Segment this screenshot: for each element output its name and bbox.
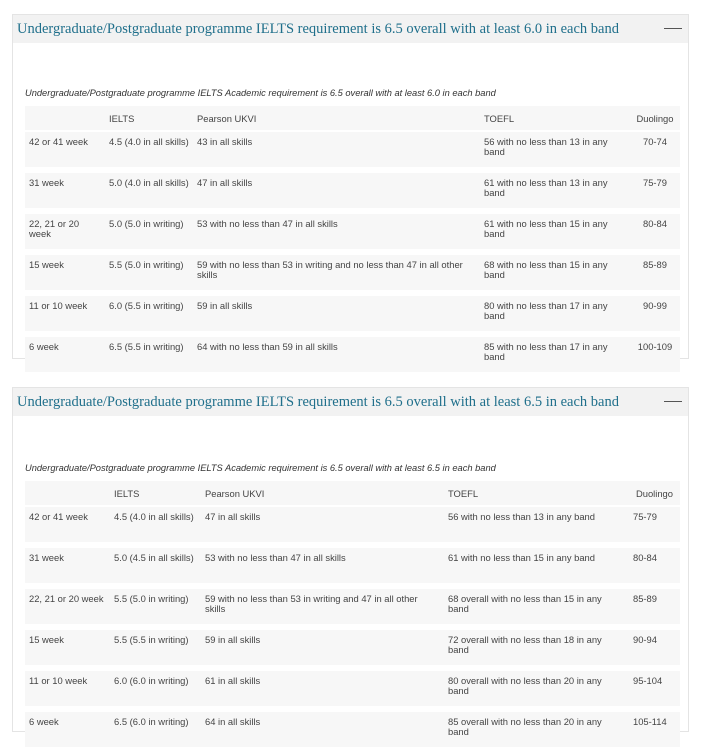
cell-toefl: 85 with no less than 17 in any band <box>480 334 630 372</box>
cell-duration: 31 week <box>25 170 105 211</box>
table-row <box>25 506 680 545</box>
cell-pearson: 59 with no less than 53 in writing and no less than 47 in all other skills <box>193 252 480 293</box>
cell-pearson: 47 in all skills <box>193 170 480 211</box>
requirements-panel-6-0 <box>12 14 689 362</box>
cell-ielts: 6.5 (6.0 in writing) <box>110 709 201 747</box>
cell-duolingo: 70-74 <box>630 131 680 170</box>
cell-ielts: 4.5 (4.0 in all skills) <box>110 506 201 545</box>
cell-toefl: 80 overall with no less than 20 in any band <box>444 668 629 709</box>
requirements-panel-6-5 <box>12 387 689 737</box>
cell-duration: 6 week <box>25 709 110 747</box>
header-duration <box>25 481 110 506</box>
panel-title: Undergraduate/Postgraduate programme IELTS requirement is 6.5 overall with at least 6.5 in each band <box>17 393 619 410</box>
table-row <box>25 252 680 293</box>
collapse-icon[interactable] <box>664 401 682 402</box>
cell-duolingo: 105-114 <box>629 709 680 747</box>
cell-toefl: 68 overall with no less than 15 in any band <box>444 586 629 627</box>
requirements-table <box>25 481 680 747</box>
cell-duration: 11 or 10 week <box>25 668 110 709</box>
cell-pearson: 53 with no less than 47 in all skills <box>201 545 444 586</box>
table-row <box>25 668 680 709</box>
cell-pearson: 43 in all skills <box>193 131 480 170</box>
accordion-header[interactable] <box>13 15 688 43</box>
table-caption: Undergraduate/Postgraduate programme IELTS Academic requirement is 6.5 overall with at least 6.5 in each band <box>25 463 496 473</box>
table-header-row <box>25 106 680 131</box>
cell-ielts: 4.5 (4.0 in all skills) <box>105 131 193 170</box>
cell-toefl: 80 with no less than 17 in any band <box>480 293 630 334</box>
panel-title: Undergraduate/Postgraduate programme IELTS requirement is 6.5 overall with at least 6.0 in each band <box>17 20 619 37</box>
cell-ielts: 6.0 (6.0 in writing) <box>110 668 201 709</box>
cell-ielts: 5.0 (5.0 in writing) <box>105 211 193 252</box>
header-pearson: Pearson UKVI <box>193 106 480 131</box>
cell-duolingo: 85-89 <box>629 586 680 627</box>
cell-ielts: 5.0 (4.5 in all skills) <box>110 545 201 586</box>
cell-toefl: 72 overall with no less than 18 in any band <box>444 627 629 668</box>
cell-toefl: 61 with no less than 15 in any band <box>444 545 629 586</box>
header-ielts: IELTS <box>110 481 201 506</box>
cell-duration: 15 week <box>25 252 105 293</box>
cell-duolingo: 85-89 <box>630 252 680 293</box>
cell-ielts: 5.5 (5.5 in writing) <box>110 627 201 668</box>
cell-toefl: 61 with no less than 15 in any band <box>480 211 630 252</box>
cell-ielts: 5.5 (5.0 in writing) <box>110 586 201 627</box>
table-row <box>25 627 680 668</box>
cell-ielts: 5.5 (5.0 in writing) <box>105 252 193 293</box>
cell-duolingo: 100-109 <box>630 334 680 372</box>
cell-toefl: 56 with no less than 13 in any band <box>444 506 629 545</box>
requirements-table <box>25 106 680 372</box>
cell-ielts: 5.0 (4.0 in all skills) <box>105 170 193 211</box>
cell-duration: 6 week <box>25 334 105 372</box>
header-duration <box>25 106 105 131</box>
collapse-icon[interactable] <box>664 28 682 29</box>
cell-duolingo: 75-79 <box>630 170 680 211</box>
cell-duolingo: 95-104 <box>629 668 680 709</box>
table-row <box>25 170 680 211</box>
header-duolingo: Duolingo <box>629 481 680 506</box>
cell-toefl: 56 with no less than 13 in any band <box>480 131 630 170</box>
header-ielts: IELTS <box>105 106 193 131</box>
cell-pearson: 59 with no less than 53 in writing and 47 in all other skills <box>201 586 444 627</box>
cell-toefl: 85 overall with no less than 20 in any band <box>444 709 629 747</box>
header-toefl: TOEFL <box>444 481 629 506</box>
header-toefl: TOEFL <box>480 106 630 131</box>
cell-duration: 11 or 10 week <box>25 293 105 334</box>
cell-duolingo: 75-79 <box>629 506 680 545</box>
table-row <box>25 131 680 170</box>
table-header-row <box>25 481 680 506</box>
table-row <box>25 293 680 334</box>
cell-pearson: 61 in all skills <box>201 668 444 709</box>
cell-toefl: 68 with no less than 15 in any band <box>480 252 630 293</box>
cell-duration: 22, 21 or 20 week <box>25 586 110 627</box>
cell-pearson: 64 with no less than 59 in all skills <box>193 334 480 372</box>
table-caption: Undergraduate/Postgraduate programme IELTS Academic requirement is 6.5 overall with at least 6.0 in each band <box>25 88 496 98</box>
table-row <box>25 545 680 586</box>
cell-duration: 22, 21 or 20 week <box>25 211 105 252</box>
cell-duolingo: 80-84 <box>629 545 680 586</box>
cell-pearson: 59 in all skills <box>201 627 444 668</box>
cell-ielts: 6.0 (5.5 in writing) <box>105 293 193 334</box>
cell-ielts: 6.5 (5.5 in writing) <box>105 334 193 372</box>
cell-duolingo: 90-94 <box>629 627 680 668</box>
cell-duration: 42 or 41 week <box>25 506 110 545</box>
cell-duration: 15 week <box>25 627 110 668</box>
header-pearson: Pearson UKVI <box>201 481 444 506</box>
cell-duolingo: 80-84 <box>630 211 680 252</box>
cell-duolingo: 90-99 <box>630 293 680 334</box>
cell-duration: 42 or 41 week <box>25 131 105 170</box>
header-duolingo: Duolingo <box>630 106 680 131</box>
table-row <box>25 334 680 372</box>
cell-duration: 31 week <box>25 545 110 586</box>
cell-pearson: 59 in all skills <box>193 293 480 334</box>
table-row <box>25 709 680 747</box>
table-row <box>25 586 680 627</box>
accordion-header[interactable] <box>13 388 688 416</box>
cell-toefl: 61 with no less than 13 in any band <box>480 170 630 211</box>
cell-pearson: 64 in all skills <box>201 709 444 747</box>
cell-pearson: 53 with no less than 47 in all skills <box>193 211 480 252</box>
table-row <box>25 211 680 252</box>
cell-pearson: 47 in all skills <box>201 506 444 545</box>
